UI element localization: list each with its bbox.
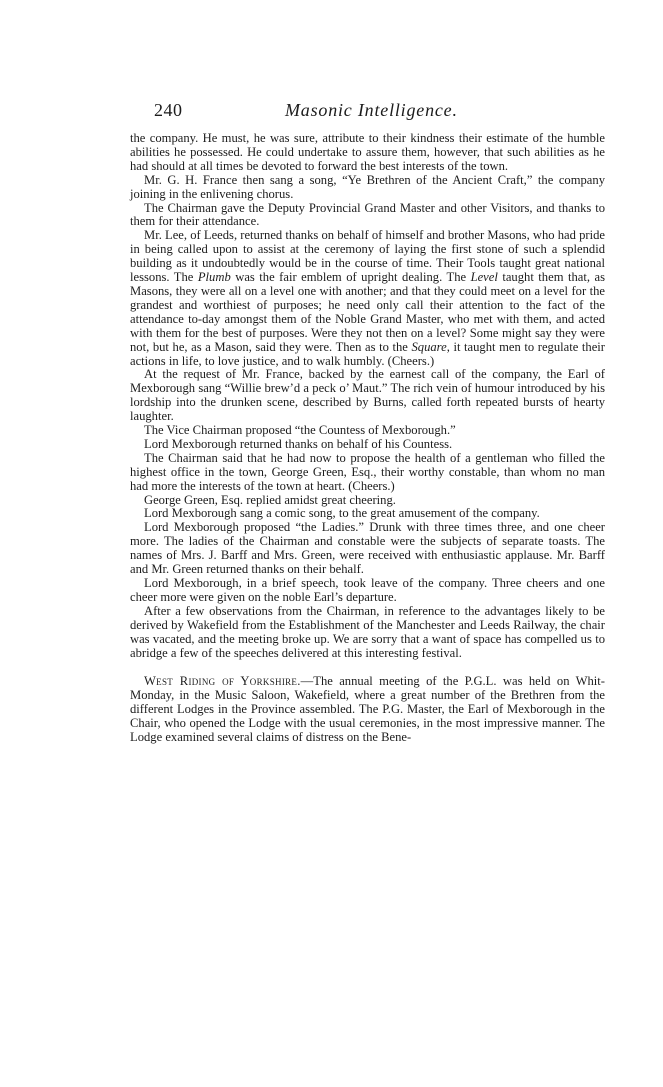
book-page xyxy=(130,100,605,745)
plumb-word: Plumb xyxy=(197,270,231,285)
paragraph-4-part-3: taught them that, as Masons, they were all on a level one with another; and that they could meet on a level for the grandest and worthiest of purposes; he need only call their attention to the fact of the attendance to-day amongst them of the Noble Grand Master, who met with them, and acted with them for the best of purposes. Were they not then on a level? Some might say they were not, but he, as a Mason, said they were. Then as to the xyxy=(130,270,605,354)
paragraph-13: After a few observations from the Chairman, in reference to the advantages likely to be derived by Wakefield from the Establishment of the Manchester and Leeds Railway, the chair was vacated, and the meeting broke up. We are sorry that a want of space has compelled us to abridge a few of the speeches delivered at this interesting festival. xyxy=(130,603,605,660)
paragraph-12: Lord Mexborough, in a brief speech, took leave of the company. Three cheers and one cheer more were given on the noble Earl’s departure. xyxy=(130,576,605,604)
paragraph-6: The Vice Chairman proposed “the Countess of Mexborough.” xyxy=(144,423,456,438)
paragraph-10: Lord Mexborough sang a comic song, to the great amusement of the company. xyxy=(144,506,540,521)
paragraph-7: Lord Mexborough returned thanks on behalf of his Countess. xyxy=(144,436,453,451)
page-number: 240 xyxy=(154,100,183,120)
paragraph-4 xyxy=(130,229,605,368)
paragraph-14 xyxy=(130,675,605,745)
paragraph-4-part-2: was the fair emblem of upright dealing. The xyxy=(230,270,471,285)
paragraph-14-text: —The annual meeting of the P.G.L. was held on Whit-Monday, in the Music Saloon, Wakefield, where a great number of the Brethren from the different Lodges in the Province assembled. The P.G. Master, the Earl of Mexborough in the Chair, who opened the Lodge with the usual ceremonies, in the most impressive manner. The Lodge examined several claims of distress on the Bene- xyxy=(130,674,605,745)
paragraph-4-part-1: Mr. Lee, of Leeds, returned thanks on behalf of himself and brother Masons, who had pride in being called upon to assist at the ceremony of laying the first stone of such a splendid building as it undoubtedly would be in the course of time. Their Tools taught great national lessons. The xyxy=(130,228,605,285)
section-heading: West Riding of Yorkshire. xyxy=(144,674,301,689)
article-body xyxy=(130,132,605,745)
paragraph-3: The Chairman gave the Deputy Provincial Grand Master and other Visitors, and thanks to them for their attendance. xyxy=(130,200,605,229)
level-word: Level xyxy=(470,270,498,285)
page-header xyxy=(130,100,605,126)
paragraph-11: Lord Mexborough proposed “the Ladies.” Drunk with three times three, and one cheer more. The ladies of the Chairman and constable were the subjects of separate toasts. The names of Mrs. J. Barff and Mrs. Green, were received with enthusiastic applause. Mr. Barff and Mr. Green returned thanks on their behalf. xyxy=(130,520,605,577)
paragraph-5: At the request of Mr. France, backed by the earnest call of the company, the Earl of Mexborough sang “Willie brew’d a peck o’ Maut.” The rich vein of humour introduced by his lordship into the drunken scene, described by Burns, called forth repeated bursts of hearty laughter. xyxy=(130,367,605,424)
running-title: Masonic Intelligence. xyxy=(285,100,458,120)
paragraph-9: George Green, Esq. replied amidst great cheering. xyxy=(144,492,396,507)
paragraph-4-part-4: , it taught men to regulate their actions in life, to love justice, and to walk humbly. (Cheers.) xyxy=(130,339,605,368)
paragraph-2: Mr. G. H. France then sang a song, “Ye Brethren of the Ancient Craft,” the company joining in the enlivening chorus. xyxy=(130,172,605,201)
paragraph-8: The Chairman said that he had now to propose the health of a gentleman who filled the highest office in the town, George Green, Esq., their worthy constable, than whom no man had more the interests of the town at heart. (Cheers.) xyxy=(130,450,605,493)
square-word: Square xyxy=(411,339,447,354)
paragraph-1: the company. He must, he was sure, attribute to their kindness their estimate of the humble abilities he possessed. He could undertake to assure them, however, that such abilities as he had should at all times be devoted to forward the best interests of the town. xyxy=(130,131,605,173)
